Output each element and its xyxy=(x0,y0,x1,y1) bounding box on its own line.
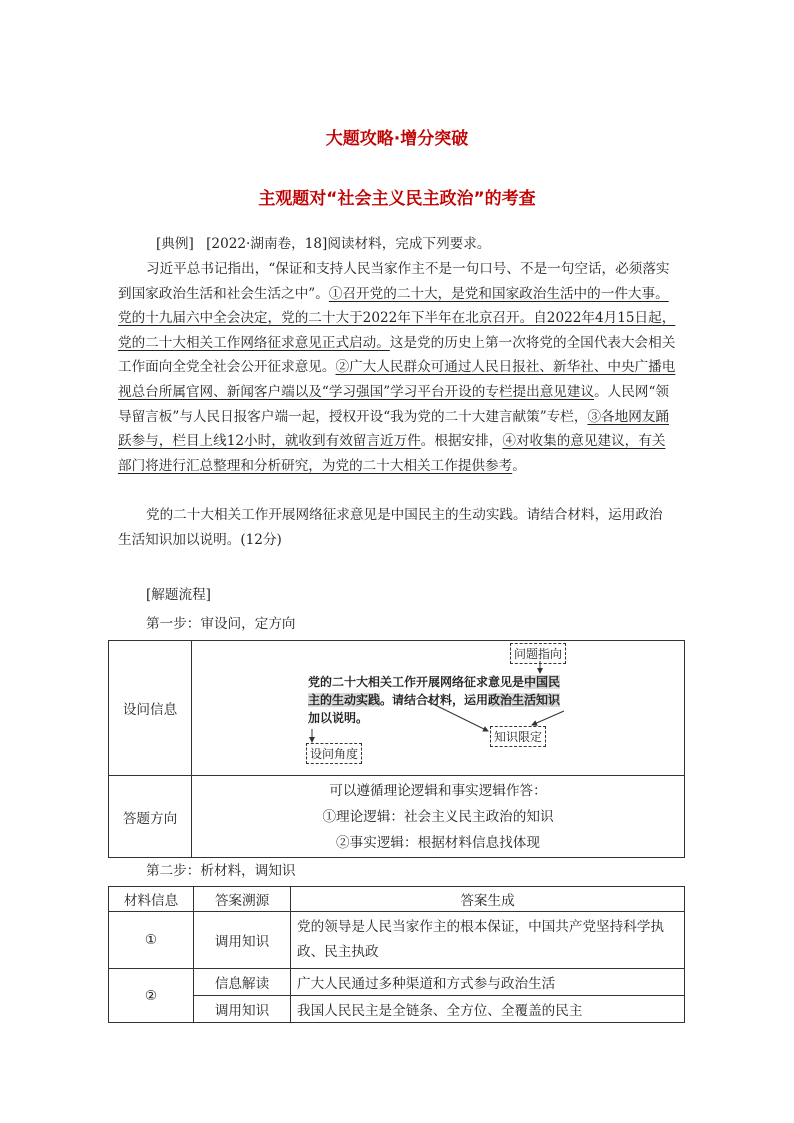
example-source: [2022·湖南卷，18]阅读材料，完成下列要求。 xyxy=(206,236,491,252)
process-label: [解题流程] xyxy=(146,587,211,603)
answer-cell: 党的领导是人民当家作主的根本保证，中国共产党坚持科学执政、民主执政 xyxy=(291,912,685,969)
table-row xyxy=(109,912,685,969)
tag-knowledge-limit: 知识限定 xyxy=(490,726,546,747)
section-title: 主观题对“社会主义民主政治”的考查 xyxy=(258,189,536,209)
example-label: [典例] xyxy=(156,236,194,252)
material-point-3: ③各地网友踊跃参与，栏目上线12小时，就收到有效留言近万件 xyxy=(118,408,670,450)
step-2-heading: 第二步：析材料，调知识 xyxy=(146,863,296,879)
question-text: 党的二十大相关工作开展网络征求意见是中国民主的生动实践。请结合材料，运用政治生活知识加以说明。 xyxy=(308,675,561,725)
material-info-cell: ① xyxy=(109,912,194,969)
answer-source-cell: 调用知识 xyxy=(194,996,291,1023)
answer-line: 可以遵循理论逻辑和事实逻辑作答： xyxy=(329,782,547,799)
page-title: 大题攻略·增分突破 xyxy=(325,129,469,149)
answer-cell: 我国人民民主是全链条、全方位、全覆盖的民主 xyxy=(291,996,685,1023)
step-1-heading: 第一步：审设问，定方向 xyxy=(146,616,296,632)
question-analysis-cell xyxy=(192,641,685,776)
step-1-table xyxy=(108,640,685,858)
arrow-lines xyxy=(192,641,684,775)
answer-cell: 广大人民通过多种渠道和方式参与政治生活 xyxy=(291,969,685,996)
material-text: 。人民网“领导留言板”与人民日报客户端一起，授权开设“我为党的二十大建言献策”专栏， xyxy=(118,383,670,425)
material-point-4: ④对收集的意见建议，有关部门将进行汇总整理和分析研究，为党的二十大相关工作提供参考 xyxy=(118,433,666,474)
answer-line: ①理论逻辑：社会主义民主政治的知识 xyxy=(322,808,554,825)
header-answer-generation: 答案生成 xyxy=(291,887,685,912)
material-text: 这是党的历史上第一次将党的全国代表大会相关工作面向全党全社会公开征求意见。 xyxy=(118,334,676,376)
answer-line: ②事实逻辑：根据材料信息找体现 xyxy=(336,834,540,851)
header-material-info: 材料信息 xyxy=(109,887,194,912)
material-text: 。 xyxy=(512,457,526,474)
answer-direction-cell xyxy=(192,776,685,858)
answer-source-cell: 调用知识 xyxy=(194,912,291,969)
material-point-2: ②广大人民群众可通过人民日报社、新华社、中央广播电视总台所属官网、新闻客户端以及“学习强国”学习平台开设的专栏提出意见建议 xyxy=(118,359,676,400)
material-point-1: ①召开党的二十大，是党和国家政治生活中的一件大事。党的十九届六中全会决定，党的二十大于2022年下半年在北京召开。自2022年4月15日起，党的二十大相关工作网络征求意见正式启动。 xyxy=(118,285,676,351)
material-quote: 习近平总书记指出，“保证和支持人民当家作主不是一句口号、不是一句空话，必须落实到国家政治生活和社会生活之中”。 xyxy=(118,261,670,302)
material-info-cell: ② xyxy=(109,969,194,1023)
tag-question-angle: 设问角度 xyxy=(306,743,362,764)
row-label-answer-direction: 答题方向 xyxy=(109,776,192,858)
step-2-table xyxy=(108,886,685,1023)
tag-question-direction: 问题指向 xyxy=(510,643,566,664)
table-row xyxy=(109,969,685,996)
example-intro xyxy=(118,232,676,257)
row-label-question-info: 设问信息 xyxy=(109,641,192,776)
question-paragraph: 党的二十大相关工作开展网络征求意见是中国民主的生动实践。请结合材料，运用政治生活知识加以说明。(12分) xyxy=(118,507,663,548)
material-text: 。根据安排， xyxy=(420,433,503,450)
table-row xyxy=(109,996,685,1023)
header-answer-source: 答案溯源 xyxy=(194,887,291,912)
answer-source-cell: 信息解读 xyxy=(194,969,291,996)
material-paragraph xyxy=(118,257,676,478)
